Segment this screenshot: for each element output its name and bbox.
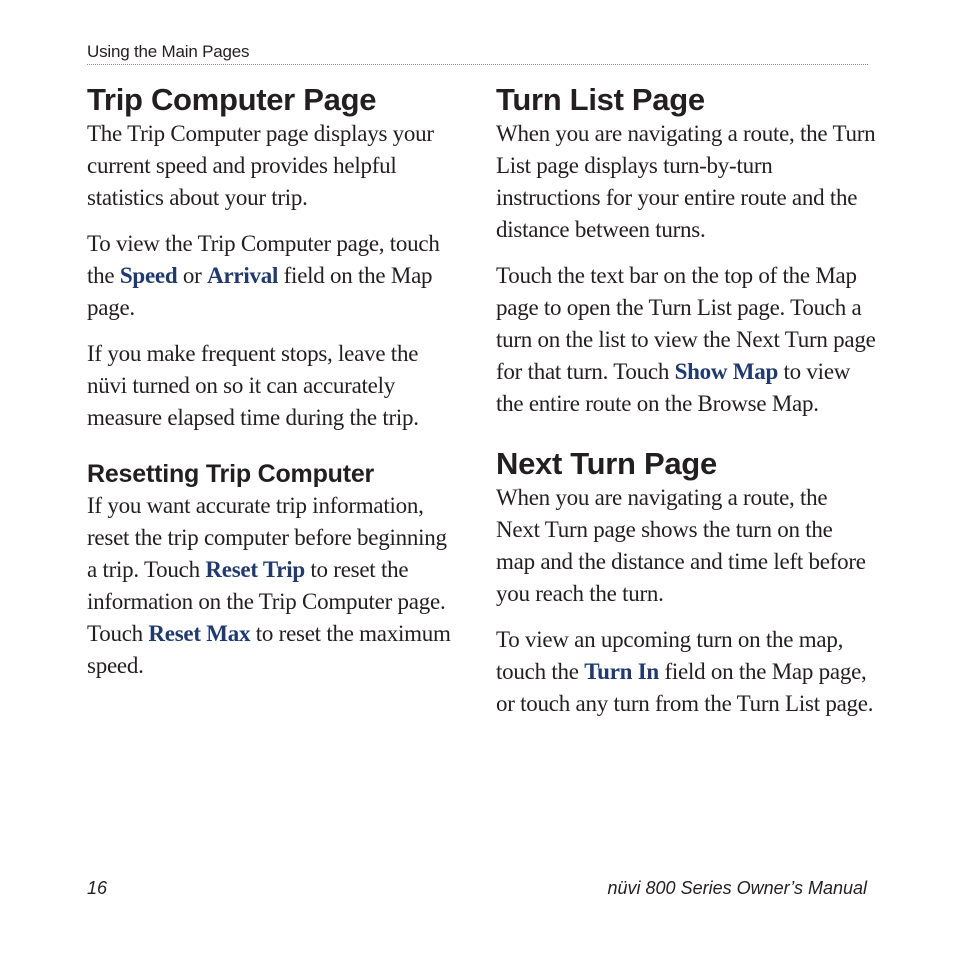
arrival-field-term: Arrival	[207, 263, 279, 288]
frequent-stops-tip: If you make frequent stops, leave the nüvi turned on so it can accurately measure elapsed time during the trip.	[87, 341, 419, 430]
turn-list-intro: When you are navigating a route, the Turn List page displays turn-by-turn instructions for your entire route and the distance between turns.	[496, 121, 876, 242]
turn-list-heading: Turn List Page	[496, 82, 705, 117]
trip-computer-view-instructions: To view the Trip Computer page, touch the Speed or Arrival field on the Map page.	[87, 231, 440, 320]
page-number: 16	[87, 878, 108, 898]
left-column	[87, 82, 459, 696]
reset-trip-term: Reset Trip	[205, 557, 305, 582]
resetting-trip-computer-heading: Resetting Trip Computer	[87, 460, 375, 488]
reset-max-term: Reset Max	[148, 621, 251, 646]
turn-list-instructions: Touch the text bar on the top of the Map page to open the Turn List page. Touch a turn on the list to view the Next Turn page for that turn. Touch Show Map to view the entire route on the Browse Map.	[496, 263, 876, 416]
manual-title: nüvi 800 Series Owner’s Manual	[607, 878, 867, 898]
reset-instructions: If you want accurate trip information, reset the trip computer before beginning a trip. Touch Reset Trip to reset the information on the Trip Computer page. Touch Reset Max to reset the maximum speed.	[87, 493, 451, 678]
next-turn-instructions: To view an upcoming turn on the map, touch the Turn In field on the Map page, or touch any turn from the Turn List page.	[496, 627, 874, 716]
trip-computer-heading: Trip Computer Page	[87, 82, 377, 117]
show-map-term: Show Map	[674, 359, 779, 384]
right-column	[496, 82, 876, 734]
speed-field-term: Speed	[119, 263, 178, 288]
trip-computer-intro: The Trip Computer page displays your current speed and provides helpful statistics about your trip.	[87, 121, 434, 210]
running-header	[87, 40, 868, 65]
next-turn-heading: Next Turn Page	[496, 446, 717, 481]
section-title: Using the Main Pages	[87, 42, 250, 61]
turn-in-term: Turn In	[584, 659, 659, 684]
next-turn-intro: When you are navigating a route, the Next Turn page shows the turn on the map and the distance and time left before you reach the turn.	[496, 485, 866, 606]
